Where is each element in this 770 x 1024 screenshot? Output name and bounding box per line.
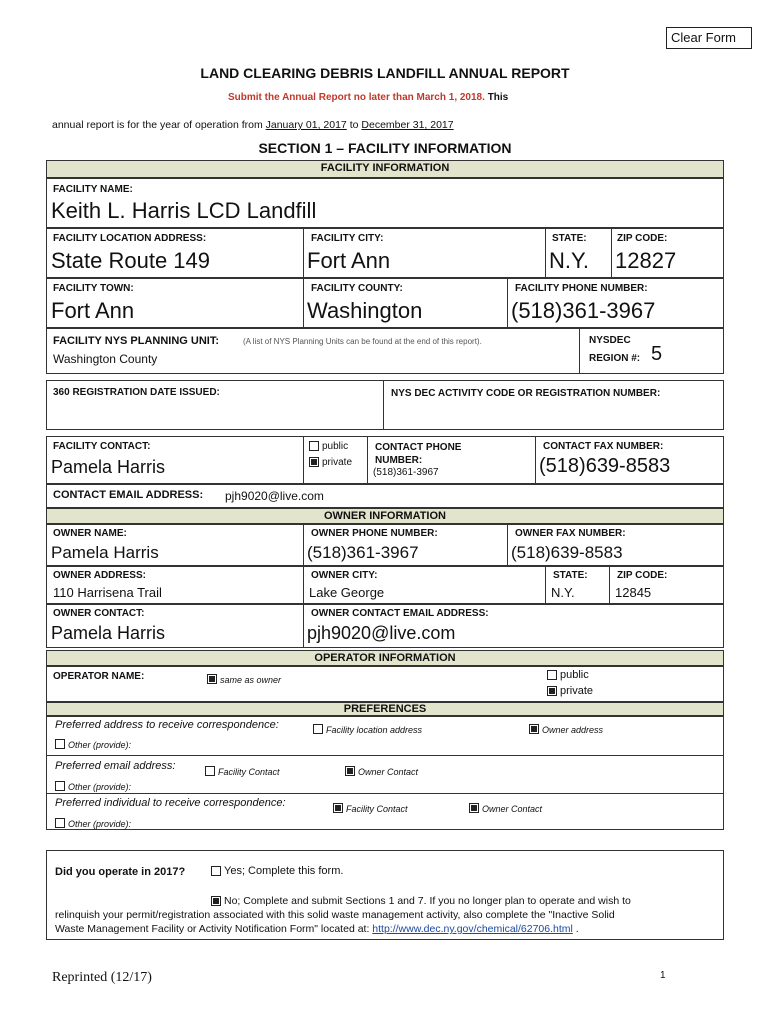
facility-location-row <box>46 228 724 278</box>
location-label: FACILITY LOCATION ADDRESS: <box>53 233 207 244</box>
owner-city-field[interactable]: Lake George <box>309 585 385 600</box>
owner-email-label: OWNER CONTACT EMAIL ADDRESS: <box>311 608 489 619</box>
preferences-block <box>46 716 724 830</box>
report-year-line <box>52 119 454 131</box>
planning-unit-field[interactable]: Washington County <box>53 352 158 366</box>
private-checkbox[interactable] <box>309 457 319 467</box>
owner-zip-field[interactable]: 12845 <box>615 585 652 600</box>
owner-state-label: STATE: <box>553 570 588 581</box>
pref-address-opt1-checkbox[interactable] <box>313 724 323 734</box>
city-label: FACILITY CITY: <box>311 233 384 244</box>
planning-note: (A list of NYS Planning Units can be found at the end of this report). <box>243 337 482 346</box>
activity-code-label: NYS DEC ACTIVITY CODE OR REGISTRATION NUMBER: <box>391 388 661 399</box>
operator-info-band: OPERATOR INFORMATION <box>46 650 724 666</box>
contact-phone-label: CONTACT PHONE NUMBER: <box>375 442 462 466</box>
owner-name-label: OWNER NAME: <box>53 528 127 539</box>
owner-phone-field[interactable]: (518)361-3967 <box>307 543 419 562</box>
operator-private-option[interactable] <box>547 685 593 697</box>
owner-address-field[interactable]: 110 Harrisena Trail <box>53 585 162 600</box>
pref-address-other[interactable] <box>55 735 131 753</box>
zip-field[interactable]: 12827 <box>615 248 677 273</box>
town-label: FACILITY TOWN: <box>53 283 134 294</box>
facility-town-row <box>46 278 724 328</box>
operate-no-option[interactable] <box>211 895 631 907</box>
operate-line3-text: Waste Management Facility or Activity Notification Form" located at: <box>55 923 370 935</box>
region-label: REGION #: <box>589 353 641 364</box>
pref-address-other-label: Other (provide): <box>68 740 132 750</box>
year-prefix: annual report is for the year of operation from <box>52 119 263 131</box>
facility-name-label: FACILITY NAME: <box>53 184 133 195</box>
pref-individual-opt2[interactable] <box>469 799 542 817</box>
same-as-owner-label: same as owner <box>220 675 282 685</box>
contact-email-field[interactable]: pjh9020@live.com <box>225 489 324 503</box>
report-title: LAND CLEARING DEBRIS LANDFILL ANNUAL REPORT <box>200 65 570 81</box>
contact-email-row <box>46 484 724 508</box>
owner-contact-label: OWNER CONTACT: <box>53 608 145 619</box>
region-field[interactable]: 5 <box>651 343 663 365</box>
facility-info-band: FACILITY INFORMATION <box>46 160 724 178</box>
owner-address-row <box>46 566 724 604</box>
pref-email-opt1-checkbox[interactable] <box>205 766 215 776</box>
operate-line2: relinquish your permit/registration associated with this solid waste management activity, also complete the "Inactive Solid <box>55 909 615 921</box>
section1-title: SECTION 1 – FACILITY INFORMATION <box>258 140 512 156</box>
owner-name-field[interactable]: Pamela Harris <box>51 543 159 562</box>
pref-address-opt1-label: Facility location address <box>326 725 423 735</box>
state-label: STATE: <box>552 233 587 244</box>
pref-address-question: Preferred address to receive correspondence: <box>55 719 279 731</box>
pref-address-opt1[interactable] <box>313 720 422 738</box>
contact-label: FACILITY CONTACT: <box>53 441 151 452</box>
reprinted-note: Reprinted (12/17) <box>52 970 152 985</box>
page-number: 1 <box>660 970 666 981</box>
nysdec-label: NYSDEC <box>589 335 631 346</box>
reg-date-label: 360 REGISTRATION DATE ISSUED: <box>53 387 220 398</box>
pref-email-opt1[interactable] <box>205 762 280 780</box>
phone-label: FACILITY PHONE NUMBER: <box>515 283 648 294</box>
operate-no-label: No; Complete and submit Sections 1 and 7. If you no longer plan to operate and wish to <box>224 895 631 907</box>
contact-phone-field[interactable]: (518)361-3967 <box>373 467 439 478</box>
owner-fax-label: OWNER FAX NUMBER: <box>515 528 626 539</box>
pref-individual-opt1-checkbox[interactable] <box>333 803 343 813</box>
contact-field[interactable]: Pamela Harris <box>51 457 166 477</box>
year-to-word: to <box>349 119 359 131</box>
pref-email-opt2-checkbox[interactable] <box>345 766 355 776</box>
facility-name-row <box>46 178 724 228</box>
pref-individual-opt1-label: Facility Contact <box>346 804 408 814</box>
operate-yes-option[interactable] <box>211 865 343 877</box>
public-checkbox[interactable] <box>309 441 319 451</box>
public-label: public <box>322 441 349 452</box>
owner-state-field[interactable]: N.Y. <box>551 585 575 600</box>
pref-individual-opt2-checkbox[interactable] <box>469 803 479 813</box>
pref-address-opt2[interactable] <box>529 720 603 738</box>
pref-individual-opt1[interactable] <box>333 799 408 817</box>
owner-contact-row <box>46 604 724 648</box>
pref-individual-question: Preferred individual to receive correspondence: <box>55 797 286 809</box>
phone-field[interactable]: (518)361-3967 <box>511 298 656 323</box>
contact-fax-label: CONTACT FAX NUMBER: <box>543 441 664 452</box>
contact-public-option[interactable] <box>309 441 348 452</box>
pref-email-opt2[interactable] <box>345 762 418 780</box>
county-label: FACILITY COUNTY: <box>311 283 403 294</box>
owner-fax-field[interactable]: (518)639-8583 <box>511 543 623 562</box>
this-word: This <box>487 92 509 103</box>
owner-email-field[interactable]: pjh9020@live.com <box>307 623 456 643</box>
operator-name-label: OPERATOR NAME: <box>53 671 145 682</box>
operator-public-option[interactable] <box>547 669 589 681</box>
operate-no-checkbox[interactable] <box>211 896 221 906</box>
same-as-owner-option[interactable] <box>207 670 281 688</box>
operator-public-label: public <box>560 669 589 681</box>
preferences-band: PREFERENCES <box>46 702 724 716</box>
operate-line3 <box>55 923 579 935</box>
operate-yes-label: Yes; Complete this form. <box>224 865 344 877</box>
private-label: private <box>322 457 353 468</box>
year-from: January 01, 2017 <box>265 119 347 131</box>
pref-email-opt2-label: Owner Contact <box>358 767 419 777</box>
operator-private-checkbox[interactable] <box>547 686 557 696</box>
facility-contact-row <box>46 436 724 484</box>
planning-label: FACILITY NYS PLANNING UNIT: <box>53 335 220 347</box>
pref-individual-other-checkbox[interactable] <box>55 818 65 828</box>
owner-address-label: OWNER ADDRESS: <box>53 570 146 581</box>
clear-form-button[interactable]: Clear Form <box>666 27 752 49</box>
operate-block <box>46 850 724 940</box>
pref-address-opt2-label: Owner address <box>542 725 604 735</box>
planning-unit-row <box>46 328 724 374</box>
owner-zip-label: ZIP CODE: <box>617 570 668 581</box>
pref-email-opt1-label: Facility Contact <box>218 767 280 777</box>
same-as-owner-checkbox[interactable] <box>207 674 217 684</box>
pref-address-opt2-checkbox[interactable] <box>529 724 539 734</box>
pref-individual-other[interactable] <box>55 814 131 832</box>
contact-private-option[interactable] <box>309 457 352 468</box>
city-field[interactable]: Fort Ann <box>307 248 391 273</box>
zip-label: ZIP CODE: <box>617 233 668 244</box>
pref-email-question: Preferred email address: <box>55 760 176 772</box>
pref-address-other-checkbox[interactable] <box>55 739 65 749</box>
submit-notice <box>228 92 508 103</box>
year-to: December 31, 2017 <box>361 119 454 131</box>
owner-contact-field[interactable]: Pamela Harris <box>51 623 166 643</box>
location-field[interactable]: State Route 149 <box>51 248 211 273</box>
owner-info-band: OWNER INFORMATION <box>46 508 724 524</box>
submit-notice-text: Submit the Annual Report no later than March 1, 2018. <box>228 92 485 103</box>
operate-yes-checkbox[interactable] <box>211 866 221 876</box>
pref-individual-opt2-label: Owner Contact <box>482 804 543 814</box>
facility-name-field[interactable]: Keith L. Harris LCD Landfill <box>51 198 317 223</box>
contact-email-label: CONTACT EMAIL ADDRESS: <box>53 489 204 501</box>
owner-city-label: OWNER CITY: <box>311 570 378 581</box>
operate-question: Did you operate in 2017? <box>55 866 186 878</box>
inactive-form-link[interactable]: http://www.dec.ny.gov/chemical/62706.html <box>372 923 573 935</box>
pref-email-other-checkbox[interactable] <box>55 781 65 791</box>
town-field[interactable]: Fort Ann <box>51 298 135 323</box>
county-field[interactable]: Washington <box>307 298 423 323</box>
contact-fax-field[interactable]: (518)639-8583 <box>539 455 671 477</box>
operator-public-checkbox[interactable] <box>547 670 557 680</box>
pref-individual-other-label: Other (provide): <box>68 819 132 829</box>
owner-phone-label: OWNER PHONE NUMBER: <box>311 528 438 539</box>
registration-row <box>46 380 724 430</box>
owner-name-row <box>46 524 724 566</box>
operator-row <box>46 666 724 702</box>
operate-period: . <box>575 923 579 935</box>
operator-private-label: private <box>560 685 594 697</box>
pref-email-other-label: Other (provide): <box>68 782 132 792</box>
state-field[interactable]: N.Y. <box>549 248 589 273</box>
